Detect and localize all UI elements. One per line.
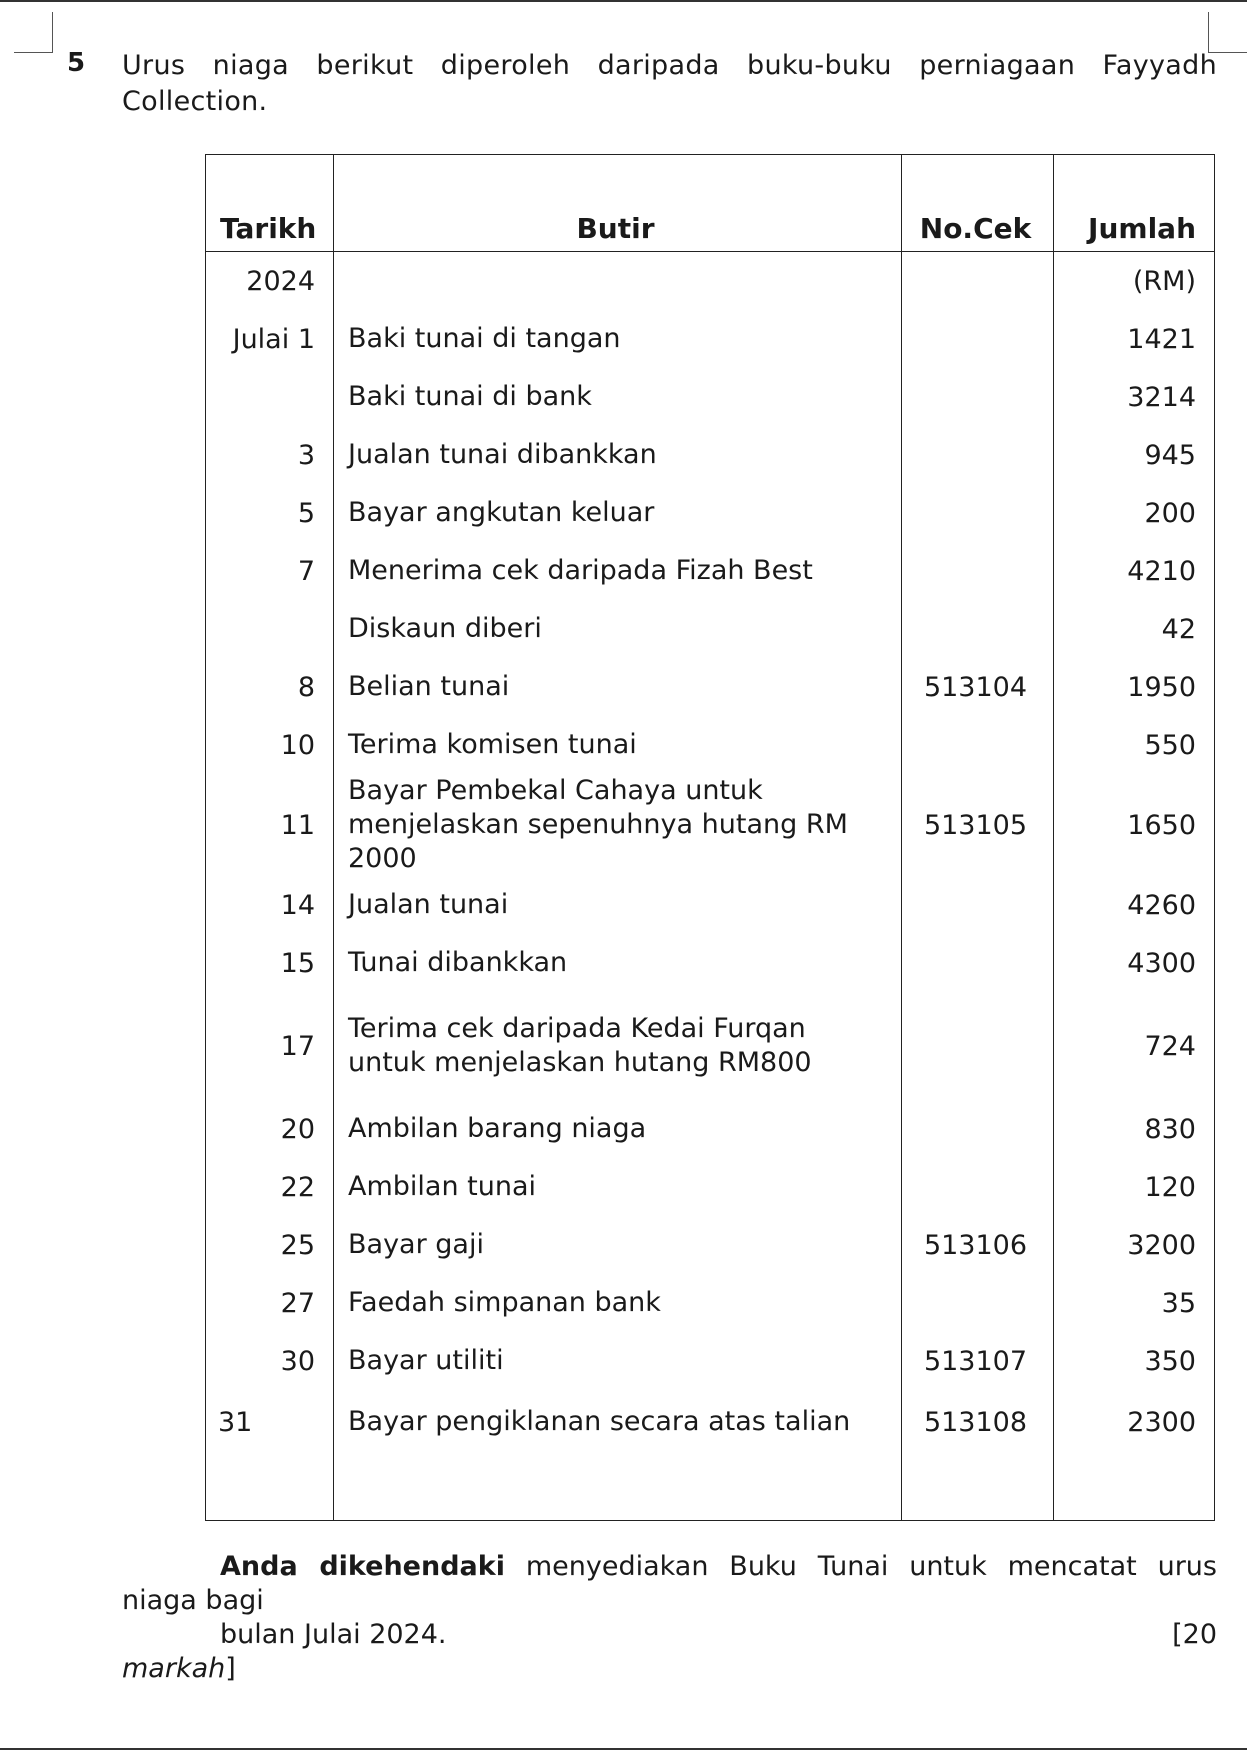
crop-mark-right — [1208, 12, 1247, 53]
row-date: 11 — [280, 809, 315, 841]
marks-close: ] — [225, 1653, 236, 1684]
row-amount: 2300 — [1054, 1390, 1215, 1454]
row-desc: Terima cek daripada Kedai Furqan untuk menjelaskan hutang RM800 — [334, 992, 902, 1100]
row-date: 8 — [297, 671, 315, 703]
row-cheque — [902, 368, 1054, 426]
bottom-rule — [0, 1748, 1247, 1750]
row-desc: Bayar utiliti — [334, 1332, 902, 1390]
table-row — [206, 876, 1215, 934]
row-amount: 4210 — [1054, 542, 1215, 600]
row-date: 14 — [280, 889, 315, 921]
row-desc: Diskaun diberi — [334, 600, 902, 658]
marks-open: [20 — [1172, 1619, 1217, 1650]
row-amount: 830 — [1054, 1100, 1215, 1158]
header-date: Tarikh — [206, 155, 334, 252]
row-date: 20 — [280, 1113, 315, 1145]
row-cheque — [902, 542, 1054, 600]
row-date: 7 — [297, 555, 315, 587]
row-amount: 1421 — [1054, 310, 1215, 368]
row-amount: 35 — [1054, 1274, 1215, 1332]
table-row — [206, 658, 1215, 716]
row-date: 5 — [297, 497, 315, 529]
table-row — [206, 716, 1215, 774]
row-cheque — [902, 1274, 1054, 1332]
question-text: Urus niaga berikut diperoleh daripada buku-buku perniagaan Fayyadh Collection. — [122, 50, 1217, 117]
row-desc: Belian tunai — [334, 658, 902, 716]
row-desc: Baki tunai di bank — [334, 368, 902, 426]
row-amount: 350 — [1054, 1332, 1215, 1390]
question-number: 5 — [67, 48, 86, 78]
row-date: 31 — [218, 1406, 253, 1438]
instruction — [122, 1550, 1217, 1686]
row-date: 27 — [280, 1287, 315, 1319]
transactions-table — [205, 154, 1215, 1521]
row-cheque: 513106 — [902, 1216, 1054, 1274]
row-desc: Baki tunai di tangan — [334, 310, 902, 368]
row-desc: Ambilan barang niaga — [334, 1100, 902, 1158]
row-date: 3 — [297, 439, 315, 471]
row-amount: 4300 — [1054, 934, 1215, 992]
row-date: 10 — [280, 729, 315, 761]
table-row — [206, 542, 1215, 600]
table-row — [206, 368, 1215, 426]
row-amount: 200 — [1054, 484, 1215, 542]
row-date: 15 — [280, 947, 315, 979]
table-row — [206, 1332, 1215, 1390]
row-cheque — [902, 600, 1054, 658]
instruction-line-1 — [122, 1550, 1217, 1584]
table-row — [206, 1216, 1215, 1274]
row-amount: 120 — [1054, 1158, 1215, 1216]
row-date: 30 — [280, 1345, 315, 1377]
table-row — [206, 1274, 1215, 1332]
row-date: 17 — [280, 1030, 315, 1062]
table-row — [206, 774, 1215, 876]
top-rule — [0, 0, 1247, 2]
row-date: Julai 1 — [232, 323, 315, 355]
header-cheque: No.Cek — [902, 155, 1054, 252]
row-desc: Bayar pengiklanan secara atas talian — [334, 1390, 902, 1454]
year-row — [206, 252, 1215, 311]
row-cheque — [902, 992, 1054, 1100]
row-amount: 550 — [1054, 716, 1215, 774]
row-date: 22 — [280, 1171, 315, 1203]
table-row — [206, 484, 1215, 542]
row-desc: Faedah simpanan bank — [334, 1274, 902, 1332]
row-amount: 1950 — [1054, 658, 1215, 716]
row-desc: Terima komisen tunai — [334, 716, 902, 774]
row-desc: Bayar gaji — [334, 1216, 902, 1274]
row-cheque — [902, 1158, 1054, 1216]
crop-mark-left — [14, 12, 53, 53]
row-date — [206, 368, 334, 426]
row-desc: Jualan tunai — [334, 876, 902, 934]
row-amount: 724 — [1054, 992, 1215, 1100]
row-amount: 1650 — [1054, 774, 1215, 876]
table-row — [206, 600, 1215, 658]
year-cell: 2024 — [246, 265, 315, 297]
table-row — [206, 426, 1215, 484]
instruction-line-3-text: bulan Julai 2024. — [220, 1619, 447, 1650]
row-desc: Jualan tunai dibankkan — [334, 426, 902, 484]
row-cheque — [902, 310, 1054, 368]
table-row — [206, 992, 1215, 1100]
instruction-line-3 — [122, 1618, 1217, 1652]
empty-row — [206, 1454, 1215, 1521]
row-amount: 3200 — [1054, 1216, 1215, 1274]
table-header-row — [206, 155, 1215, 252]
row-desc: Bayar angkutan keluar — [334, 484, 902, 542]
row-amount: 3214 — [1054, 368, 1215, 426]
table-row — [206, 1100, 1215, 1158]
header-desc: Butir — [334, 155, 902, 252]
row-cheque: 513105 — [902, 774, 1054, 876]
table-row — [206, 310, 1215, 368]
row-amount: 42 — [1054, 600, 1215, 658]
row-amount: 945 — [1054, 426, 1215, 484]
row-desc: Menerima cek daripada Fizah Best — [334, 542, 902, 600]
row-date: 25 — [280, 1229, 315, 1261]
row-desc: Tunai dibankkan — [334, 934, 902, 992]
instruction-bold: Anda dikehendaki — [220, 1551, 505, 1582]
row-desc: Bayar Pembekal Cahaya untuk menjelaskan sepenuhnya hutang RM 2000 — [334, 774, 902, 876]
row-cheque — [902, 426, 1054, 484]
header-amount: Jumlah — [1054, 155, 1215, 252]
row-cheque — [902, 876, 1054, 934]
row-cheque: 513108 — [902, 1390, 1054, 1454]
marks-word: markah — [122, 1653, 226, 1684]
table-row — [206, 1158, 1215, 1216]
row-cheque — [902, 484, 1054, 542]
table-row — [206, 934, 1215, 992]
row-amount: 4260 — [1054, 876, 1215, 934]
table-row — [206, 1390, 1215, 1454]
row-cheque — [902, 934, 1054, 992]
row-cheque — [902, 716, 1054, 774]
row-date — [206, 600, 334, 658]
row-cheque: 513107 — [902, 1332, 1054, 1390]
instruction-line-1-text: menyediakan Buku Tunai untuk mencatat urus — [525, 1551, 1217, 1582]
instruction-line-2: niaga bagi — [122, 1585, 264, 1616]
row-desc: Ambilan tunai — [334, 1158, 902, 1216]
row-cheque — [902, 1100, 1054, 1158]
instruction-line-4 — [122, 1652, 1217, 1686]
currency-cell: (RM) — [1054, 252, 1215, 311]
row-cheque: 513104 — [902, 658, 1054, 716]
